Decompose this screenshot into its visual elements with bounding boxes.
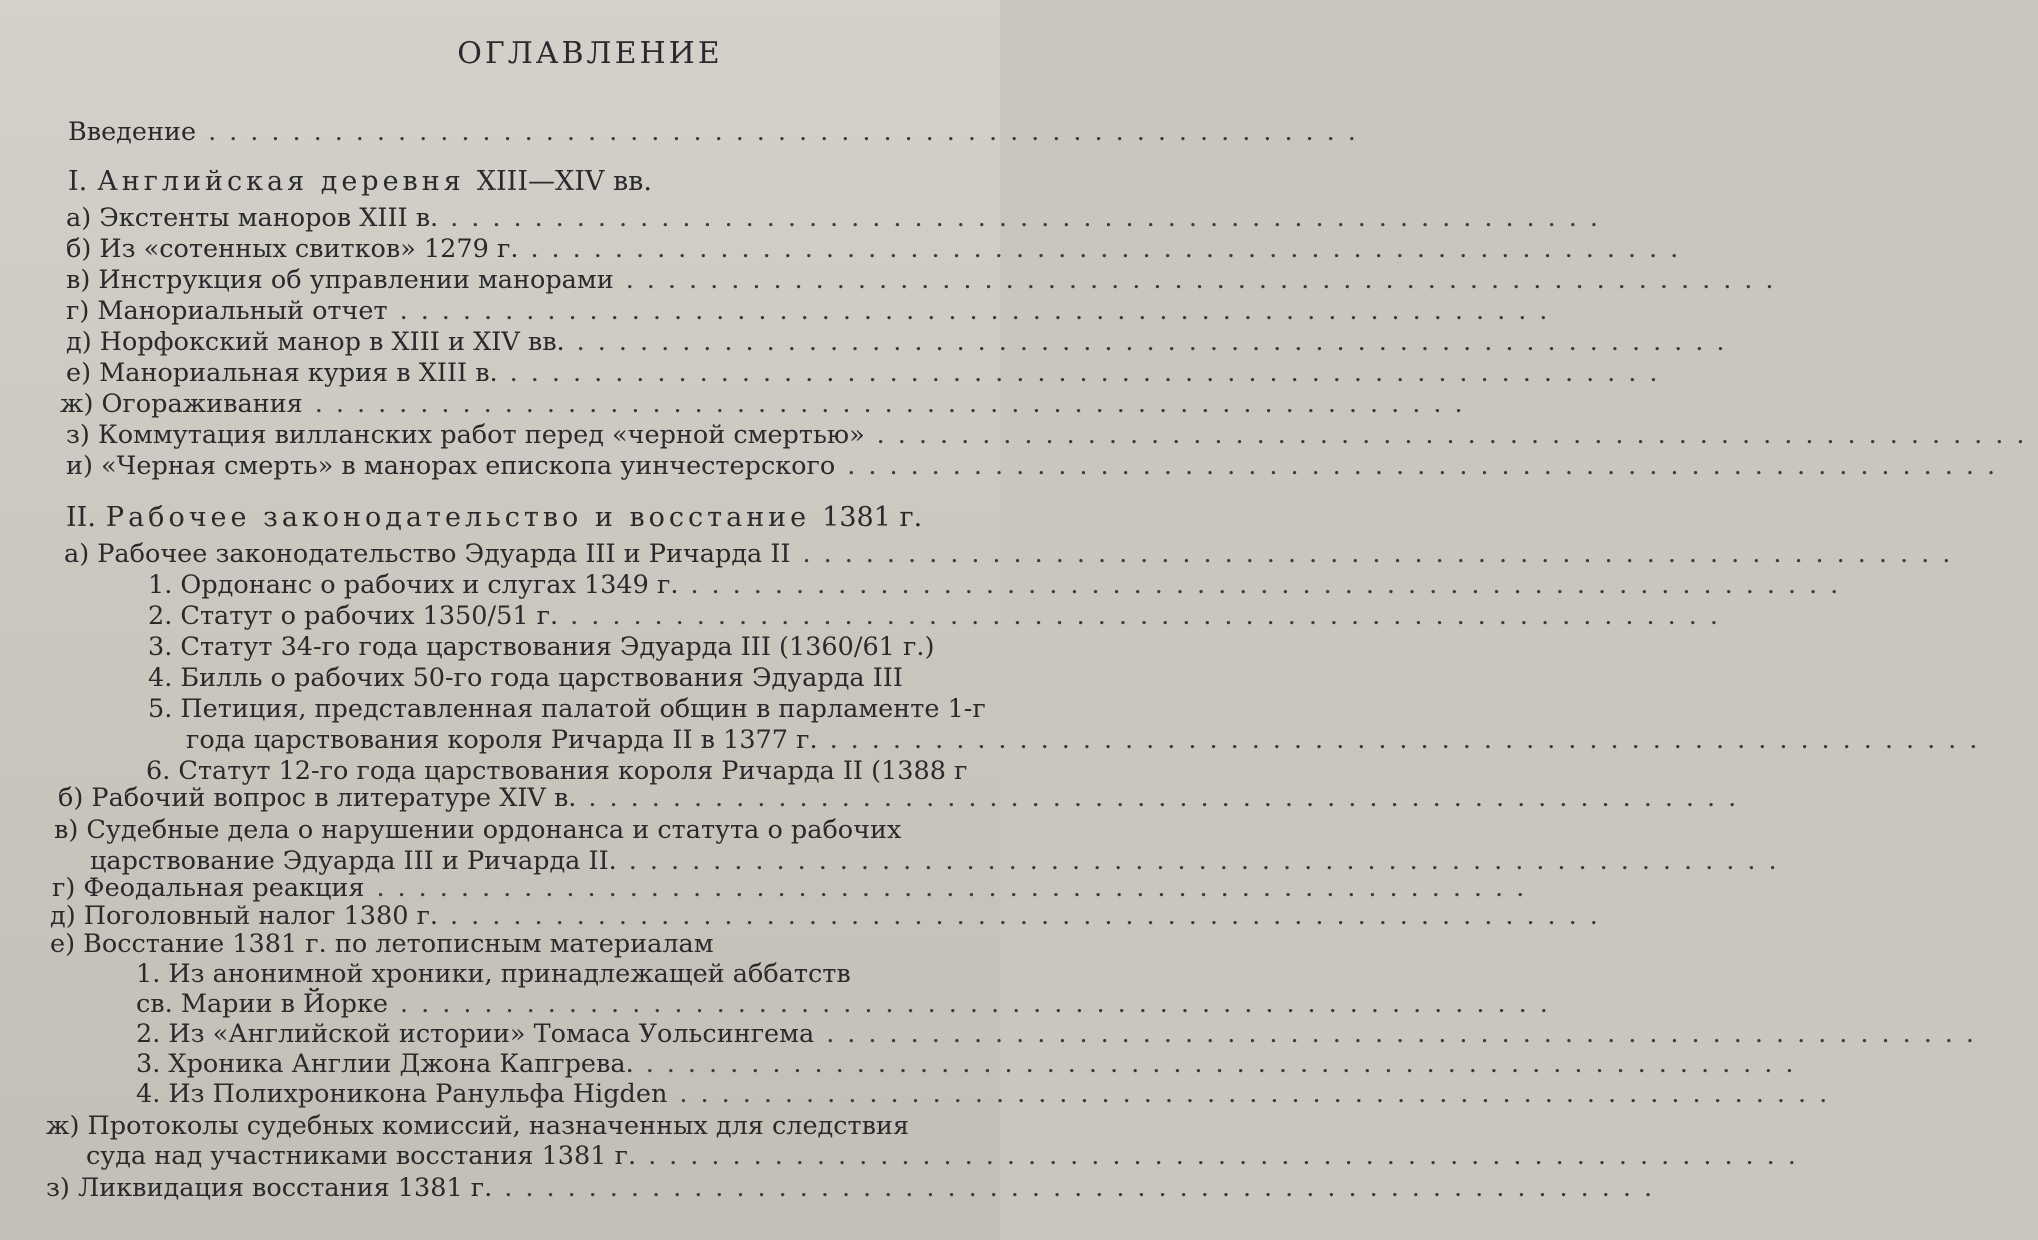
toc-entry bbox=[0, 295, 1561, 327]
toc-entry-text: а) Рабочее законодательство Эдуарда III и Ричарда II bbox=[64, 539, 791, 569]
toc-entry bbox=[0, 357, 1671, 389]
toc-entry bbox=[0, 388, 1476, 420]
toc-entry-text: з) Ликвидация восстания 1381 г. bbox=[46, 1173, 493, 1203]
dot-leader: ....................................................... bbox=[376, 873, 1538, 903]
toc-entry-text: 4. Билль о рабочих 50-го года царствования Эдуарда III bbox=[148, 663, 903, 693]
dot-leader: ....................................................... bbox=[826, 1019, 1988, 1049]
section-number: II. bbox=[66, 502, 96, 533]
toc-entry-continuation bbox=[0, 1140, 1809, 1172]
dot-leader: ....................................................... bbox=[625, 265, 1787, 295]
toc-entry-text: д) Поголовный налог 1380 г. bbox=[50, 901, 439, 931]
toc-entry bbox=[0, 958, 1000, 990]
toc-entry bbox=[0, 1172, 1666, 1204]
toc-entry-text: з) Коммутация вилланских работ перед «черной смертью» bbox=[66, 420, 865, 450]
toc-entry-text: в) Инструкция об управлении манорами bbox=[66, 265, 614, 295]
dot-leader: ....................................................... bbox=[690, 570, 1852, 600]
toc-entry-text: царствование Эдуарда III и Ричарда II. bbox=[90, 846, 617, 876]
toc-entry-text: 6. Статут 12-го года царствования короля Ричарда II (1388 г bbox=[146, 756, 968, 786]
section-heading-2 bbox=[0, 502, 1000, 534]
toc-entry-text: б) Из «сотенных свитков» 1279 г. bbox=[66, 234, 519, 264]
dot-leader: ....................................................... bbox=[576, 327, 1738, 357]
toc-entry-text: 5. Петиция, представленная палатой общин в парламенте 1-г bbox=[148, 694, 986, 724]
dot-leader: ....................................................... bbox=[509, 358, 1671, 388]
toc-entry bbox=[0, 1110, 1000, 1142]
toc-entry-text: 4. Из Полихроникона Ранульфа Higden bbox=[136, 1079, 668, 1109]
toc-entry-text: 2. Статут о рабочих 1350/51 г. bbox=[148, 601, 559, 631]
dot-leader: ....................................................... bbox=[504, 1173, 1666, 1203]
toc-entry-text: 2. Из «Английской истории» Томаса Уольсингема bbox=[136, 1019, 815, 1049]
dot-leader: ....................................................... bbox=[847, 451, 2009, 481]
dot-leader: ....................................................... bbox=[628, 846, 1790, 876]
toc-entry-text: ж) Протоколы судебных комиссий, назначенных для следствия bbox=[46, 1111, 910, 1141]
toc-entry bbox=[0, 814, 1000, 846]
toc-entry-text: г) Манориальный отчет bbox=[66, 296, 388, 326]
dot-leader: ....................................................... bbox=[399, 296, 1561, 326]
toc-entry-text: Введение bbox=[68, 117, 197, 147]
toc-entry-text: 3. Хроника Англии Джона Капгрева. bbox=[136, 1049, 634, 1079]
dot-leader: ....................................................... bbox=[450, 203, 1611, 233]
dot-leader: ....................................................... bbox=[679, 1079, 1841, 1109]
toc-entry bbox=[0, 569, 1852, 601]
toc-entry bbox=[0, 928, 1000, 960]
toc-entry-text: е) Манориальная курия в XIII в. bbox=[66, 358, 498, 388]
toc-entry bbox=[0, 1018, 1988, 1050]
dot-leader: ....................................................... bbox=[570, 601, 1731, 631]
toc-entry bbox=[0, 202, 1611, 234]
toc-entry bbox=[0, 450, 2009, 482]
toc-entry bbox=[0, 1048, 1807, 1080]
toc-entry bbox=[0, 782, 1750, 814]
toc-entry-text: г) Феодальная реакция bbox=[52, 873, 365, 903]
toc-entry-text: 1. Ордонанс о рабочих и слугах 1349 г. bbox=[148, 570, 679, 600]
dot-leader: ....................................................... bbox=[645, 1049, 1807, 1079]
dot-leader: ....................................................... bbox=[648, 1141, 1809, 1171]
dot-leader: ....................................................... bbox=[829, 725, 1991, 755]
toc-entry bbox=[0, 1078, 1841, 1110]
dot-leader: ....................................................... bbox=[400, 989, 1561, 1019]
toc-entry-text: б) Рабочий вопрос в литературе XIV в. bbox=[58, 783, 577, 813]
toc-entry-text: и) «Черная смерть» в манорах епископа уинчестерского bbox=[66, 451, 836, 481]
toc-entry-text: ж) Огораживания bbox=[60, 389, 303, 419]
dot-leader: ....................................................... bbox=[314, 389, 1476, 419]
toc-entry bbox=[0, 233, 1692, 265]
section-name: Рабочее законодательство и восстание bbox=[105, 502, 811, 533]
toc-entry-continuation bbox=[0, 988, 1561, 1020]
dot-leader: ....................................................... bbox=[802, 539, 1964, 569]
section-number: I. bbox=[68, 166, 88, 197]
toc-entry bbox=[0, 600, 1731, 632]
section-period: 1381 г. bbox=[822, 502, 923, 533]
toc-entry bbox=[0, 631, 1000, 663]
toc-entry-text: а) Экстенты маноров XIII в. bbox=[66, 203, 439, 233]
toc-entry-continuation bbox=[0, 724, 1991, 756]
toc-entry-text: в) Судебные дела о нарушении ордонанса и статута о рабочих bbox=[54, 815, 902, 845]
toc-entry bbox=[0, 662, 1000, 694]
section-heading-1 bbox=[0, 166, 1000, 198]
toc-entry bbox=[0, 538, 1964, 570]
toc-entry-text: суда над участниками восстания 1381 г. bbox=[86, 1141, 637, 1171]
dot-leader: ....................................................... bbox=[530, 234, 1692, 264]
toc-entry bbox=[0, 326, 1738, 358]
toc-entry-text: года царствования короля Ричарда II в 1377 г. bbox=[186, 725, 818, 755]
toc-entry bbox=[0, 419, 2038, 451]
toc-entry-intro bbox=[0, 116, 1369, 148]
section-name: Английская деревня bbox=[97, 166, 465, 197]
dot-leader: ....................................................... bbox=[588, 783, 1750, 813]
page-title: ОГЛАВЛЕНИЕ bbox=[457, 36, 723, 71]
toc-entry-text: е) Восстание 1381 г. по летописным материалам bbox=[50, 929, 714, 959]
dot-leader: ....................................................... bbox=[876, 420, 2038, 450]
toc-entry-text: св. Марии в Йорке bbox=[136, 989, 388, 1019]
toc-entry-text: 1. Из анонимной хроники, принадлежащей аббатств bbox=[136, 959, 851, 989]
section-period: XIII—XIV вв. bbox=[476, 166, 652, 197]
dot-leader: ....................................................... bbox=[450, 901, 1611, 931]
dot-leader: ....................................................... bbox=[208, 117, 1369, 147]
toc-entry-text: 3. Статут 34-го года царствования Эдуарда III (1360/61 г.) bbox=[148, 632, 935, 662]
toc-entry bbox=[0, 264, 1787, 296]
toc-entry bbox=[0, 693, 1000, 725]
toc-entry-text: д) Норфокский манор в XIII и XIV вв. bbox=[66, 327, 565, 357]
